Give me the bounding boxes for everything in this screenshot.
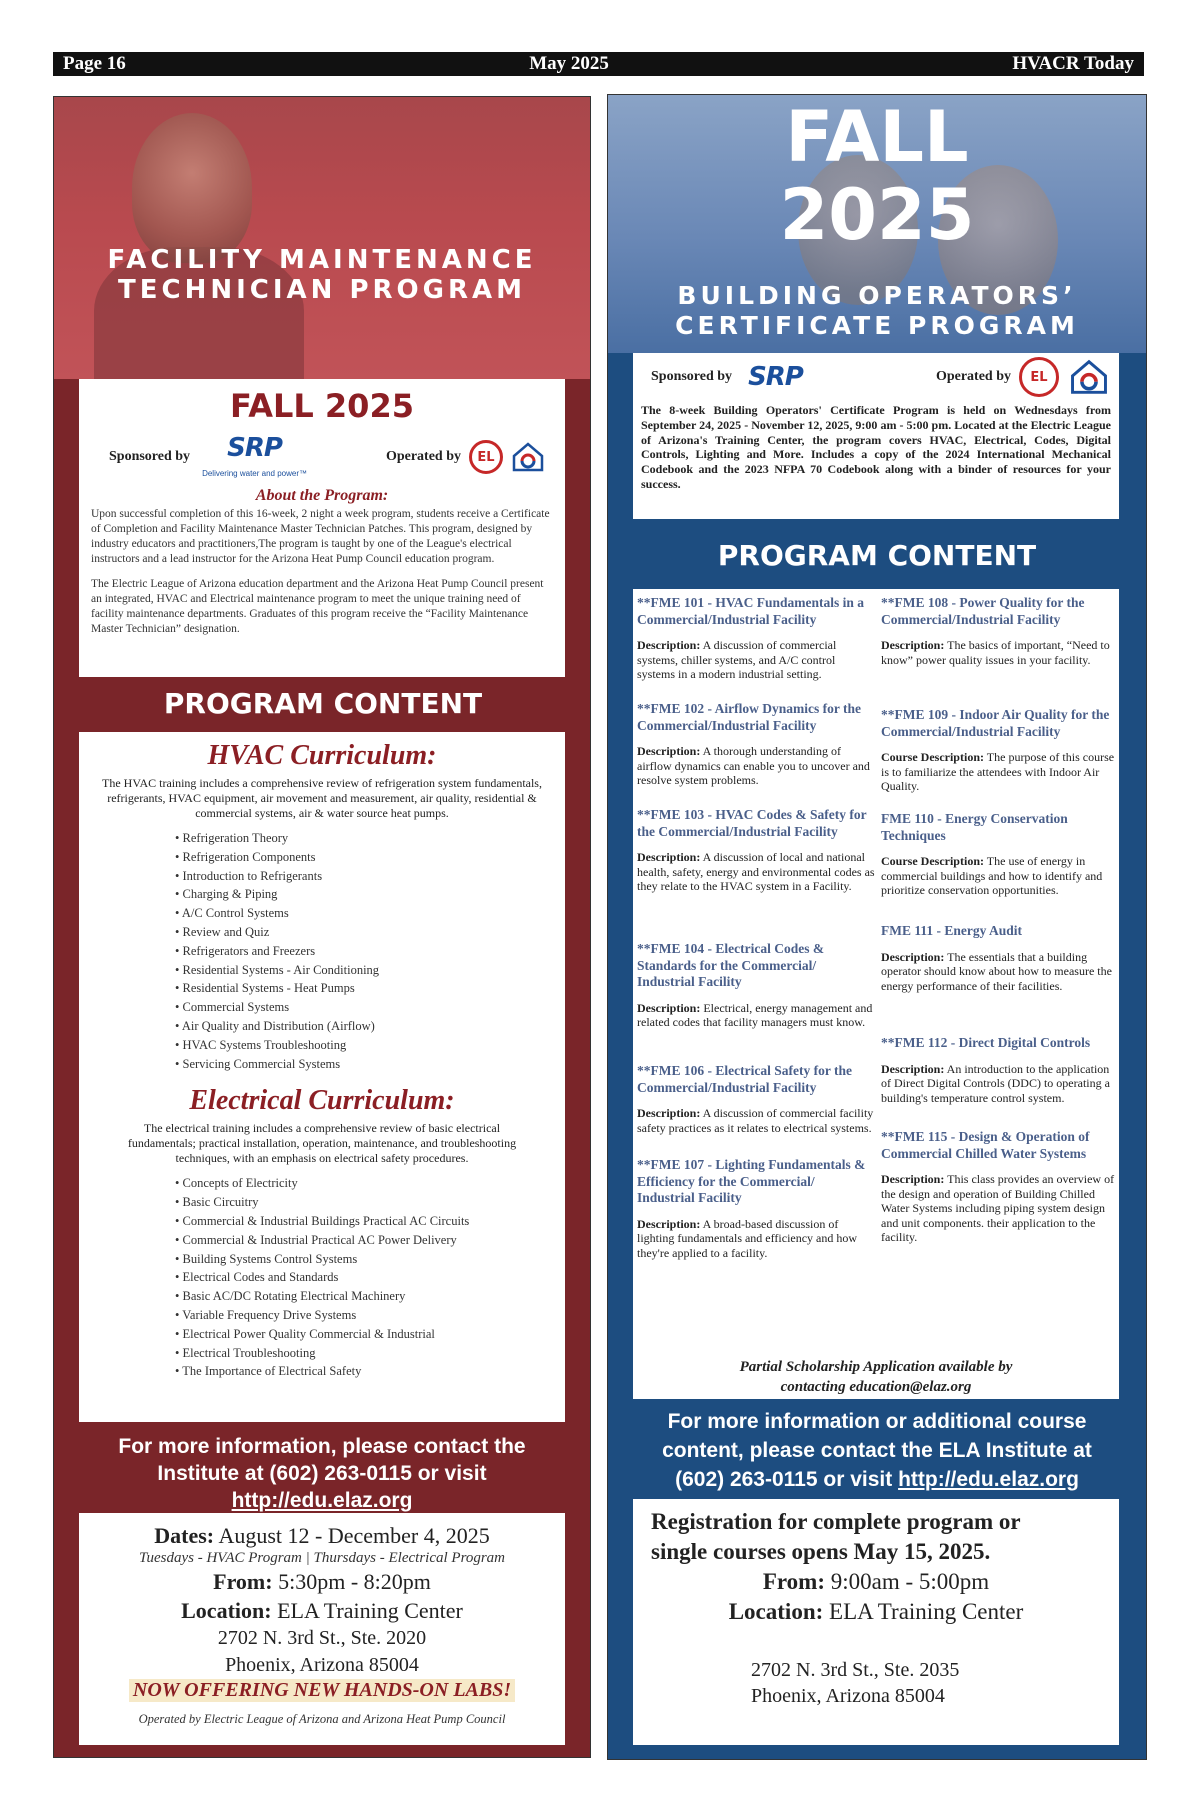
electrical-topic-list <box>175 1174 561 1381</box>
address-line-1: 2702 N. 3rd St., Ste. 2020 <box>217 1627 427 1649</box>
list-item: • HVAC Systems Troubleshooting <box>175 1036 561 1055</box>
issue-date: May 2025 <box>529 53 609 74</box>
course-description-text: A discussion of local and national health, safety, energy and environmental codes as they relate to the HVAC system in a Facility. <box>637 850 875 894</box>
course-description-text: The purpose of this course is to familiarize the attendees with Indoor Air Quality. <box>881 750 1115 794</box>
hands-on-labs-banner: NOW OFFERING NEW HANDS-ON LABS! <box>129 1679 515 1702</box>
from-value: 5:30pm - 8:20pm <box>278 1569 431 1594</box>
registration-card <box>633 1499 1119 1745</box>
course-item <box>881 595 1117 667</box>
house-heatpump-icon <box>511 440 545 474</box>
course-item <box>881 923 1117 993</box>
from-line <box>651 1567 1101 1597</box>
course-description <box>881 854 1117 898</box>
course-description-label: Description: <box>637 850 701 864</box>
location-label: Location: <box>181 1598 272 1623</box>
list-item: • Residential Systems - Heat Pumps <box>175 979 561 998</box>
program-content-heading: PROGRAM CONTENT <box>163 687 483 720</box>
course-title: **FME 109 - Indoor Air Quality for the Commercial/Industrial Facility <box>881 707 1110 739</box>
registration-line-1: Registration for complete program or <box>651 1509 1021 1534</box>
course-description-label: Description: <box>881 949 945 964</box>
course-description-text: The use of energy in commercial buildings and how to identify and prioritize conservation opportunities. <box>881 854 1103 898</box>
list-item: • Air Quality and Distribution (Airflow) <box>175 1017 561 1036</box>
list-item: • Electrical Codes and Standards <box>175 1268 561 1287</box>
intro-card <box>633 353 1119 519</box>
operated-footer: Operated by Electric League of Arizona and Arizona Heat Pump Council <box>138 1712 506 1726</box>
course-description-text: A broad-based discussion of lighting fundamentals and efficiency and how they're applied to a facility. <box>637 1216 858 1260</box>
course-title: **FME 115 - Design & Operation of Commercial Chilled Water Systems <box>881 1129 1090 1161</box>
course-description-label: Description: <box>637 744 701 758</box>
course-item <box>637 1157 875 1260</box>
course-description-label: Description: <box>881 1061 945 1076</box>
course-description-label: Description: <box>637 1000 701 1015</box>
list-item: • A/C Control Systems <box>175 904 561 923</box>
course-item <box>637 595 875 682</box>
about-paragraph-2: The Electric League of Arizona education department and the Arizona Heat Pump Council present an integrated, HVAC and Electrical maintenance program to meet the unique training need of facility maintenance departments. Graduates of this program receive the “Facility Maintenance Master Technician” designation. <box>91 578 544 635</box>
course-description-text: Electrical, energy management and related codes that facility managers must know. <box>637 1000 873 1030</box>
srp-logo: SRP <box>748 362 803 392</box>
curriculum-card <box>79 732 565 1422</box>
operator-block <box>386 440 545 474</box>
address-line-1: 2702 N. 3rd St., Ste. 2035 <box>751 1659 960 1681</box>
course-item <box>637 807 875 894</box>
scholarship-note <box>633 1357 1119 1397</box>
course-title: **FME 106 - Electrical Safety for the Commercial/Industrial Facility <box>637 1063 852 1095</box>
course-description-text: The essentials that a building operator should know about how to measure the energy performance of their facilities. <box>881 949 1112 993</box>
from-line <box>85 1567 559 1596</box>
course-description-label: Description: <box>637 1216 701 1231</box>
contact-line-2: content, please contact the ELA Institute at <box>662 1439 1092 1462</box>
sponsored-by-label: Sponsored by <box>651 369 733 384</box>
course-description-text: A discussion of commercial facility safety practices as it relates to electrical systems. <box>637 1106 874 1135</box>
el-logo-icon: EL <box>469 440 503 474</box>
course-description <box>637 1217 875 1261</box>
program-intro: The 8-week Building Operators' Certificate Program is held on Wednesdays from September 24, 2025 - November 12, 2025, 9:00 am - 5:00 pm. Located at the Electric League of Arizona's Training Center, the program covers HVAC, Electrical, Codes, Digital Controls, Lighting and More. Includes a copy of the 2024 International Mechanical Codebook and the 2023 NFPA 70 Codebook along with a binder of resources for your success. <box>641 403 1111 491</box>
course-description-text: An introduction to the application of Direct Digital Controls (DDC) to operating a building's temperature control system. <box>881 1061 1110 1105</box>
dates-line <box>85 1521 559 1550</box>
sponsor-block <box>651 362 803 392</box>
course-title: **FME 107 - Lighting Fundamentals & Efficiency for the Commercial/ Industrial Facility <box>637 1157 866 1205</box>
course-item <box>881 707 1117 794</box>
schedule-line: Tuesdays - HVAC Program | Thursdays - Electrical Program <box>138 1550 506 1566</box>
program-content-heading: PROGRAM CONTENT <box>717 539 1037 572</box>
list-item: • Refrigerators and Freezers <box>175 942 561 961</box>
location-label: Location: <box>728 1599 824 1624</box>
about-heading: About the Program: <box>255 487 389 504</box>
list-item: • Building Systems Control Systems <box>175 1250 561 1269</box>
course-description-label: Description: <box>881 638 945 652</box>
contact-info <box>608 1407 1146 1494</box>
contact-line-2: Institute at (602) 263-0115 or visit <box>157 1462 487 1485</box>
sponsor-row <box>91 433 553 481</box>
list-item: • Refrigeration Theory <box>175 829 561 848</box>
course-description <box>637 1001 875 1030</box>
list-item: • Servicing Commercial Systems <box>175 1055 561 1074</box>
course-item <box>881 1035 1117 1105</box>
hero-image <box>54 97 590 379</box>
contact-info <box>54 1433 590 1514</box>
course-title: **FME 108 - Power Quality for the Commercial/Industrial Facility <box>881 595 1085 627</box>
contact-phone: (602) 263-0115 or visit <box>675 1468 893 1491</box>
course-description-label: Description: <box>637 1106 701 1120</box>
list-item: • Commercial & Industrial Practical AC Power Delivery <box>175 1231 561 1250</box>
course-description-text: This class provides an overview of the design and operation of Building Chilled Water Systems including piping system design and unit components. their application to the facility. <box>881 1172 1115 1245</box>
srp-tagline: Delivering water and power™ <box>202 469 307 478</box>
dates-card <box>79 1513 565 1745</box>
operated-by-label: Operated by <box>935 369 1011 384</box>
list-item: • Basic Circuitry <box>175 1193 561 1212</box>
contact-link[interactable]: http://edu.elaz.org <box>231 1489 413 1512</box>
location-value: ELA Training Center <box>829 1599 1024 1624</box>
fall-title: FALL 2025 <box>230 387 414 425</box>
list-item: • Refrigeration Components <box>175 848 561 867</box>
dates-value: August 12 - December 4, 2025 <box>218 1523 490 1548</box>
hvac-topic-list <box>175 829 561 1073</box>
course-description-text: A discussion of commercial systems, chiller systems, and A/C control systems in a modern industrial setting. <box>637 638 837 682</box>
dates-label: Dates: <box>154 1523 215 1548</box>
operated-by-label: Operated by <box>385 449 461 464</box>
course-description-label: Description: <box>637 638 701 652</box>
hvac-curriculum-heading: HVAC Curriculum: <box>207 740 437 771</box>
electrical-curriculum-heading: Electrical Curriculum: <box>189 1085 455 1117</box>
list-item: • Review and Quiz <box>175 923 561 942</box>
sponsor-block <box>91 433 307 481</box>
course-title: FME 110 - Energy Conservation Techniques <box>881 811 1068 843</box>
list-item: • Introduction to Refrigerants <box>175 867 561 886</box>
course-description <box>881 750 1117 794</box>
course-description <box>637 744 875 788</box>
address-line-2: Phoenix, Arizona 85004 <box>751 1685 945 1707</box>
location-value: ELA Training Center <box>277 1598 463 1623</box>
course-description-label: Description: <box>881 1172 945 1186</box>
house-heatpump-icon <box>1067 357 1111 397</box>
hero-title-line1: FACILITY MAINTENANCE <box>107 245 537 275</box>
course-column-left <box>637 589 875 1369</box>
course-description <box>637 850 875 894</box>
list-item: • Charging & Piping <box>175 885 561 904</box>
contact-link[interactable]: http://edu.elaz.org <box>898 1468 1079 1491</box>
course-description <box>881 1062 1117 1106</box>
course-title: **FME 103 - HVAC Codes & Safety for the Commercial/Industrial Facility <box>637 807 867 839</box>
list-item: • Electrical Power Quality Commercial & Industrial <box>175 1325 561 1344</box>
list-item: • Electrical Troubleshooting <box>175 1344 561 1363</box>
contact-line-3 <box>608 1465 1146 1494</box>
sponsored-by-label: Sponsored by <box>109 449 191 464</box>
list-item: • Residential Systems - Air Conditioning <box>175 961 561 980</box>
course-item <box>881 1129 1117 1245</box>
srp-logo-text: SRP <box>227 433 282 463</box>
list-item: • Variable Frequency Drive Systems <box>175 1306 561 1325</box>
operator-block <box>936 357 1111 397</box>
facility-maintenance-ad <box>53 96 591 1758</box>
hvac-intro: The HVAC training includes a comprehensive review of refrigeration system fundamentals, refrigerants, HVAC equipment, air movement and measurement, air quality, residential & commercial systems, air & water source heat pumps. <box>102 776 542 820</box>
course-item <box>881 811 1117 898</box>
course-title: **FME 112 - Direct Digital Controls <box>881 1035 1091 1050</box>
list-item: • Concepts of Electricity <box>175 1174 561 1193</box>
page-number: Page 16 <box>63 53 126 74</box>
sponsor-row <box>641 357 1111 397</box>
course-item <box>637 1063 875 1135</box>
list-item: • The Importance of Electrical Safety <box>175 1362 561 1381</box>
list-item: • Basic AC/DC Rotating Electrical Machinery <box>175 1287 561 1306</box>
course-title: **FME 101 - HVAC Fundamentals in a Commercial/Industrial Facility <box>637 595 865 627</box>
page-header <box>53 52 1144 76</box>
electrical-intro: The electrical training includes a comprehensive review of basic electrical fundamentals; practical installation, operation, maintenance, and troubleshooting techniques, with an emphasis on electrical safety procedures. <box>127 1121 517 1166</box>
course-item <box>637 701 875 788</box>
scholarship-line-1: Partial Scholarship Application available by <box>739 1359 1013 1375</box>
list-item: • Commercial & Industrial Buildings Practical AC Circuits <box>175 1212 561 1231</box>
hero-title-line2: TECHNICIAN PROGRAM <box>118 275 526 305</box>
course-column-right <box>881 589 1117 1369</box>
courses-card <box>633 589 1119 1399</box>
technician-photo <box>132 113 252 263</box>
el-logo-icon: EL <box>1019 357 1059 397</box>
location-line <box>651 1597 1101 1627</box>
course-description <box>881 1172 1117 1245</box>
scholarship-line-2: contacting education@elaz.org <box>780 1379 972 1395</box>
hero-image <box>608 95 1146 353</box>
course-description-label: Course Description: <box>881 750 984 764</box>
fall-big-line2: 2025 <box>779 174 975 256</box>
program-title-line1: BUILDING OPERATORS’ <box>677 281 1077 310</box>
contact-line-1: For more information or additional course <box>667 1410 1087 1433</box>
from-value: 9:00am - 5:00pm <box>830 1569 990 1594</box>
course-description <box>637 1106 875 1135</box>
from-label: From: <box>762 1569 825 1594</box>
course-description <box>881 638 1117 667</box>
publication-name: HVACR Today <box>1012 53 1134 74</box>
course-title: FME 111 - Energy Audit <box>881 923 1023 938</box>
contact-line-1: For more information, please contact the <box>118 1435 526 1458</box>
fall-big-line1: FALL <box>785 96 969 178</box>
from-label: From: <box>213 1569 273 1594</box>
about-card <box>79 379 565 677</box>
spacer <box>651 1627 1101 1657</box>
srp-logo <box>202 433 307 481</box>
location-line <box>85 1596 559 1625</box>
about-paragraph-1: Upon successful completion of this 16-week, 2 night a week program, students receive a Certificate of Completion and Facility Maintenance Master Technician Patches. This program, designed by industry educators and practitioners,The program is taught by one of the League's electrical instructors and a lead instructor for the Arizona Heat Pump Council education program. <box>91 508 550 565</box>
course-title: **FME 104 - Electrical Codes & Standards for the Commercial/ Industrial Facility <box>637 941 825 989</box>
registration-line-2: single courses opens May 15, 2025. <box>651 1539 991 1564</box>
list-item: • Commercial Systems <box>175 998 561 1017</box>
program-title-line2: CERTIFICATE PROGRAM <box>675 311 1079 340</box>
course-title: **FME 102 - Airflow Dynamics for the Commercial/Industrial Facility <box>637 701 861 733</box>
address-line-2: Phoenix, Arizona 85004 <box>225 1654 419 1676</box>
course-description-text: The basics of important, “Need to know” power quality issues in your facility. <box>881 638 1110 667</box>
course-description-text: A thorough understanding of airflow dynamics can enable you to uncover and resolve system problems. <box>637 744 870 788</box>
course-description <box>881 950 1117 994</box>
course-description-label: Course Description: <box>881 854 984 868</box>
course-description <box>637 638 875 682</box>
course-item <box>637 941 875 1030</box>
building-operators-ad <box>607 94 1147 1760</box>
